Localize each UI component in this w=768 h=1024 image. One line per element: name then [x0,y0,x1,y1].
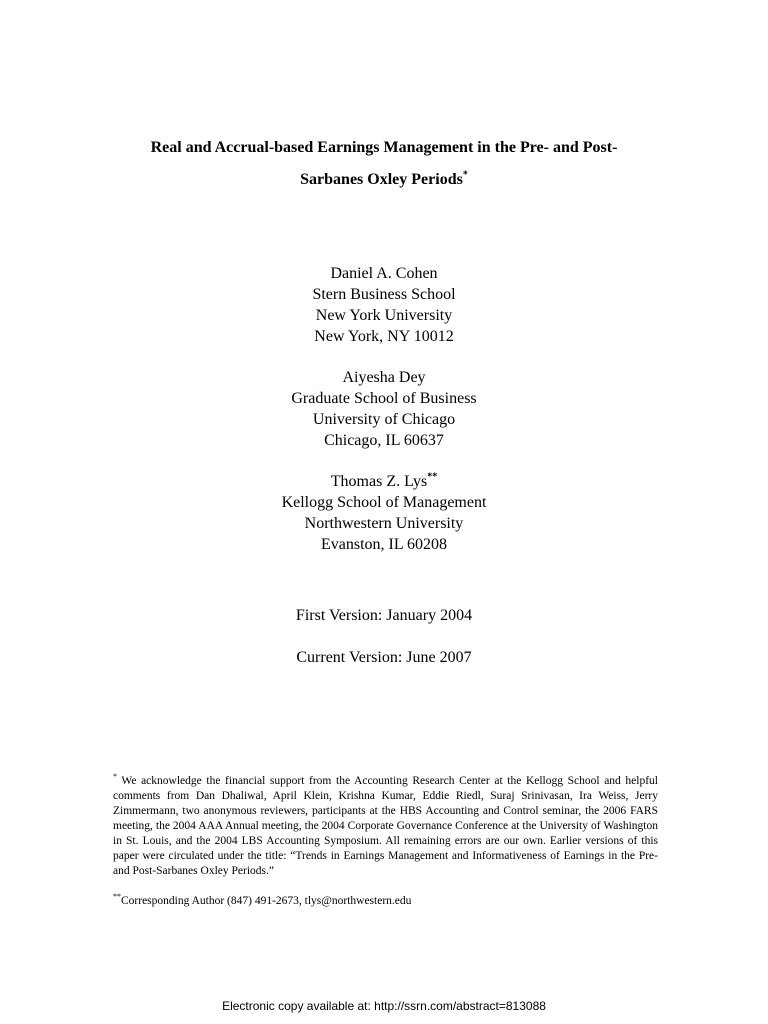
acknowledgment-footnote-text: We acknowledge the financial support from the Accounting Research Center at the Kellogg School and helpful comments from Dan Dhaliwal, April Klein, Krishna Kumar, Eddie Riedl, Suraj Srinivasan, Ira Weiss, Jerry Zimmermann, two anonymous reviewers, participants at the HBS Accounting and Control seminar, the 2006 FARS meeting, the 2004 AAA Annual meeting, the 2004 Corporate Governance Conference at the University of Washington in St. Louis, and the 2004 LBS Accounting Symposium. All remaining errors are our own. Earlier versions of this paper were circulated under the title: “Trends in Earnings Management and Informativeness of Earnings in the Pre- and Post-Sarbanes Oxley Periods.” [113,775,658,877]
author-affiliation: Stern Business School [312,286,456,303]
author-institution: Northwestern University [304,515,464,532]
author-name [60,263,708,284]
corresponding-author-marker: ** [427,471,438,483]
author-name-text: Thomas Z. Lys [330,473,428,490]
author-name [60,471,708,492]
author-affiliation: Kellogg School of Management [281,494,487,511]
paper-title-line-2-text: Sarbanes Oxley Periods [300,171,463,188]
current-version-text: Current Version: June 2007 [296,649,472,666]
acknowledgment-footnote [113,774,658,879]
corresponding-author-footnote [113,894,658,909]
acknowledgment-footnote-marker: * [113,772,117,782]
author-institution: University of Chicago [312,411,456,428]
author-block-1 [60,263,708,347]
author-name-text: Daniel A. Cohen [330,265,438,282]
current-version-line [60,647,708,668]
ssrn-footer [0,999,768,1014]
author-location: New York, NY 10012 [314,328,454,345]
corresponding-footnote-marker: ** [113,892,121,902]
author-location: Evanston, IL 60208 [320,536,448,553]
author-block-2 [60,367,708,451]
author-block-3 [60,471,708,555]
paper-title-line-1 [60,138,708,158]
ssrn-footer-text: Electronic copy available at: http://ssrn.com/abstract=813088 [222,999,546,1013]
paper-title-line-2 [60,170,708,190]
author-name [60,367,708,388]
first-version-text: First Version: January 2004 [295,607,473,624]
author-name-text: Aiyesha Dey [342,369,426,386]
author-institution: New York University [315,307,453,324]
first-version-line [60,605,708,626]
title-footnote-marker: * [462,169,468,181]
author-affiliation: Graduate School of Business [291,390,477,407]
paper-title-line-1-text: Real and Accrual-based Earnings Management in the Pre- and Post- [150,139,618,156]
author-location: Chicago, IL 60637 [324,432,444,449]
corresponding-footnote-text: Corresponding Author (847) 491-2673, tlys@northwestern.edu [121,895,412,907]
